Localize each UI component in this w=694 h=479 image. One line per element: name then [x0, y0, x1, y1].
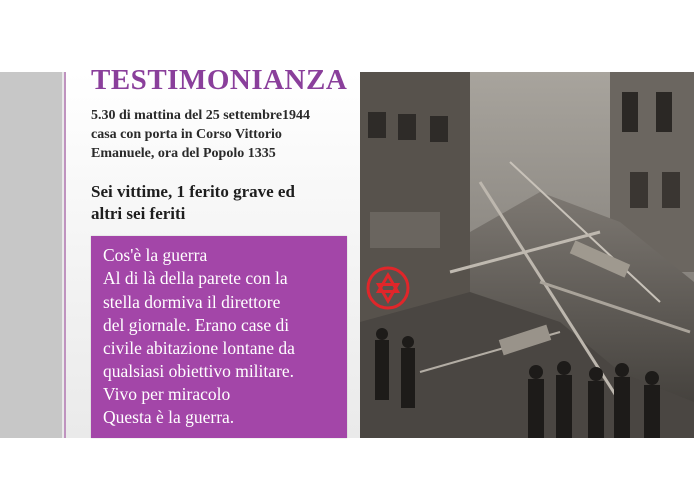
date-line: 5.30 di mattina del 25 settembre1944 [91, 108, 311, 123]
overlay-line-7: Vivo per miracolo [103, 384, 231, 404]
overlay-line-2: Al di là della parete con la [103, 268, 288, 288]
overlay-line-5: civile abitazione lontane da [103, 338, 295, 358]
overlay-line-1: Cos'è la guerra [103, 245, 208, 265]
address-line-1: casa con porta in Corso Vittorio [91, 127, 282, 142]
bombed-building-photo [360, 72, 694, 438]
victims-line-1: Sei vittime, 1 ferito grave ed [91, 182, 295, 201]
page-title: TESTIMONIANZA [91, 64, 348, 96]
overlay-line-3: stella dormiva il direttore [103, 292, 281, 312]
victims-line-2: altri sei feriti [91, 204, 186, 223]
address-line-2: Emanuele, ora del Popolo 1335 [91, 146, 276, 161]
overlay-line-4: del giornale. Erano case di [103, 315, 290, 335]
star-of-david-circle-icon [364, 264, 412, 312]
left-gray-panel [0, 72, 62, 438]
victims-summary [91, 181, 295, 225]
overlay-line-6: qualsiasi obiettivo militare. [103, 361, 295, 381]
accent-edge-line [64, 72, 66, 438]
testimony-overlay [91, 236, 347, 438]
photo-illustration [360, 72, 694, 438]
overlay-line-8: Questa è la guerra. [103, 407, 235, 427]
